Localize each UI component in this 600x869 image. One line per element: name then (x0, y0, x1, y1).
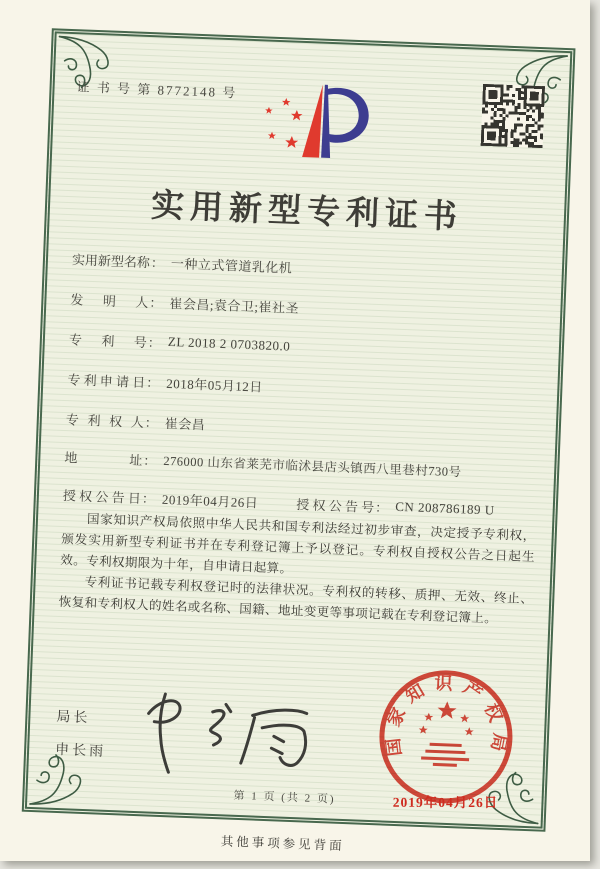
national-emblem-icon (419, 700, 475, 735)
field-label: 专利申请日 (67, 371, 146, 390)
field-colon: ： (149, 294, 163, 311)
field-value: 2018年05月12日 (166, 375, 264, 395)
field-label: 授权公告日 (62, 487, 142, 506)
signer-name: 申长雨 (54, 742, 107, 760)
grant-number-pair (296, 493, 495, 520)
seal-ring-text: 国家知识产权局 (381, 673, 511, 762)
field-value: 一种立式管道乳化机 (170, 255, 293, 276)
grant-date: 2019年04月26日 (161, 491, 259, 511)
legal-text (58, 508, 536, 631)
certificate-title: 实用新型专利证书 (150, 188, 464, 237)
grant-number: CN 208786189 U (395, 498, 495, 518)
legal-paragraph: 专利证书记载专利权登记时的法律状况。专利权的转移、质押、无效、终止、恢复和专利权人的姓名或名称、国籍、地址变更等事项记载在专利登记簿上。 (58, 574, 534, 626)
certificate-number: 证 书 号 第 8772148 号 (76, 79, 238, 101)
back-note: 其他事项参见背面 (220, 834, 345, 854)
field-colon: ： (374, 499, 389, 516)
page-info: 第 1 页 (共 2 页) (233, 789, 336, 806)
signer-block (55, 706, 108, 761)
seal-date: 2019年04月26日 (392, 794, 499, 811)
field-value: 276000 山东省莱芜市临沭县店头镇西八里巷村730号 (163, 453, 462, 480)
legal-paragraph: 国家知识产权局依照中华人民共和国专利法经过初步审查，决定授予专利权，颁发实用新型专利证书并在专利登记簿上予以登记。专利权自授权公告之日起生效。专利权期限为十年，自申请日起算。 (60, 511, 536, 576)
field-label: 授权公告号 (296, 496, 375, 515)
cnipa-logo-icon (254, 79, 375, 171)
handwritten-signature (132, 679, 331, 786)
field-colon: ： (146, 374, 160, 391)
signer-title: 局长 (56, 709, 91, 727)
field-list (62, 238, 544, 532)
field-value: 崔会昌 (164, 415, 206, 432)
field-label: 专利权人 (65, 411, 145, 430)
field-colon: ： (143, 452, 157, 469)
field-colon: ： (141, 490, 156, 507)
qr-code (481, 84, 545, 148)
emblem-building (421, 744, 470, 766)
certificate-frame (22, 28, 576, 832)
field-colon: ： (147, 334, 162, 351)
field-label: 实用新型名称 (71, 251, 151, 270)
svg-text:国家知识产权局 (381, 670, 513, 762)
field-colon: ： (144, 414, 159, 431)
field-label: 专利号 (68, 331, 148, 350)
certificate-body (21, 28, 576, 864)
field-label: 发明人 (70, 291, 149, 310)
field-label: 地址 (64, 449, 143, 468)
field-value: 崔会昌;袁合卫;崔社圣 (169, 295, 300, 316)
field-colon: ： (150, 254, 165, 271)
field-value: ZL 2018 2 0703820.0 (167, 333, 291, 354)
